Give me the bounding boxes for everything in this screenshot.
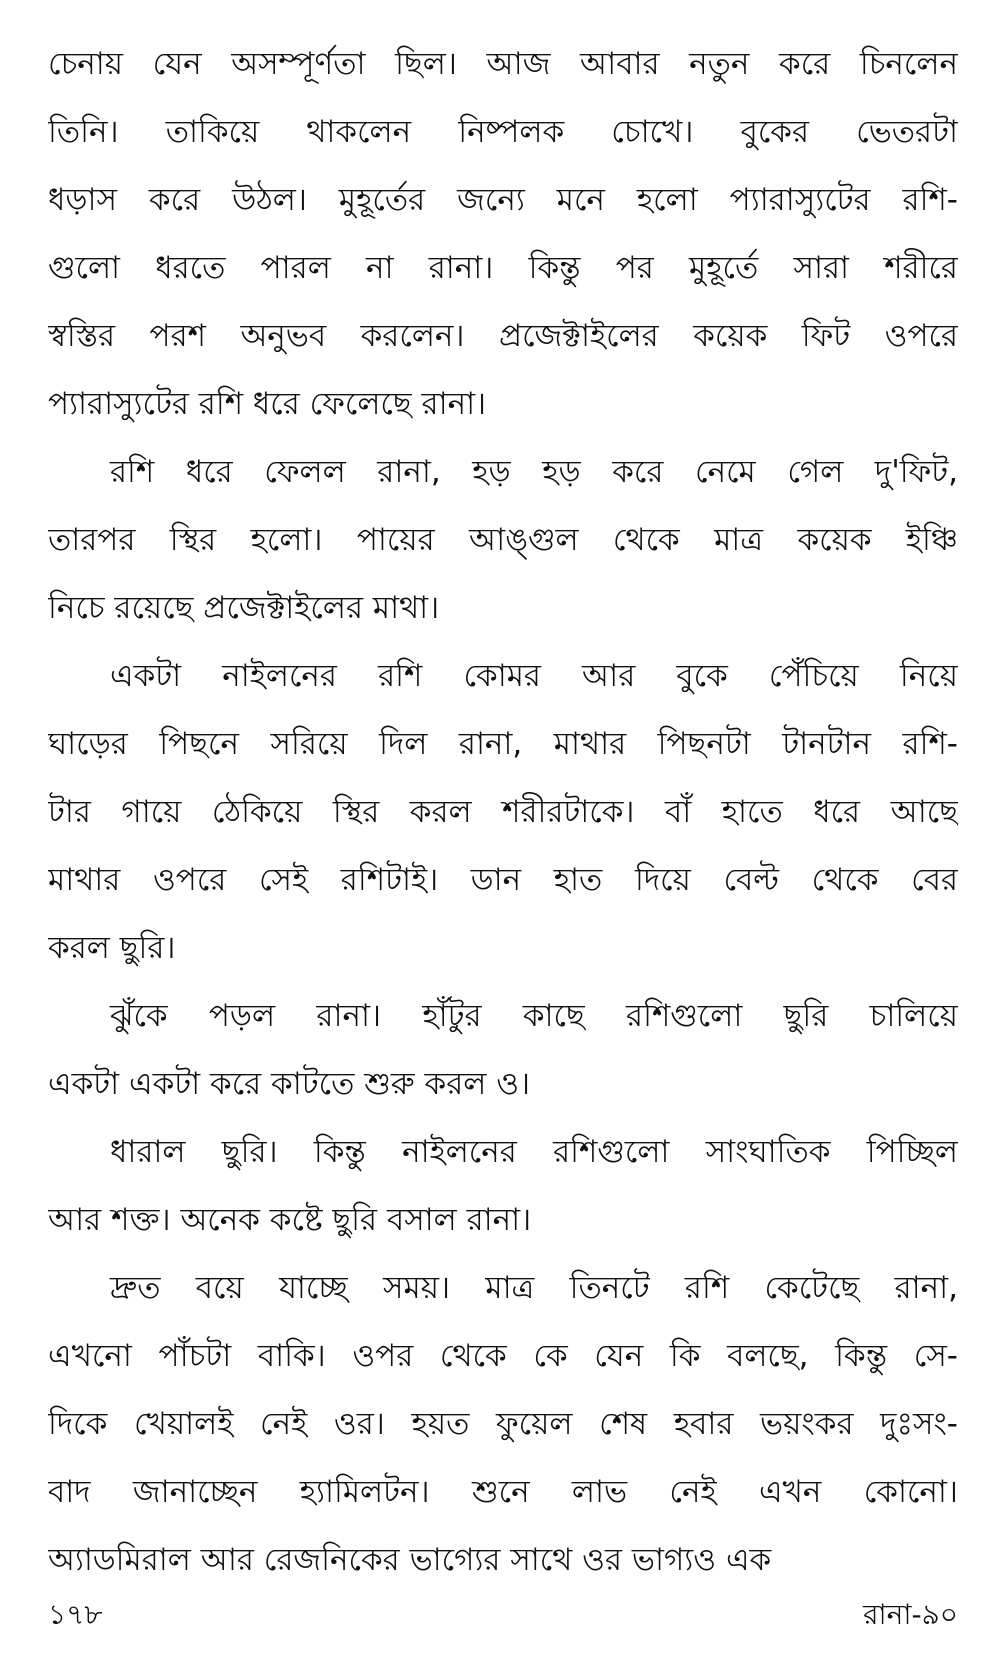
text-line: বাদ জানাচ্ছেন হ্যামিলটন। শুনে লাভ নেই এখন কোনো।	[48, 1474, 958, 1510]
text-line: ঝুঁকে পড়ল রানা। হাঁটুর কাছে রশিগুলো ছুরি চালিয়ে	[110, 998, 958, 1034]
text-line: মাথার ওপরে সেই রশিটাই। ডান হাত দিয়ে বেল্ট থেকে বের	[48, 862, 958, 898]
paragraph	[48, 438, 958, 642]
text-line: অ্যাডমিরাল আর রেজনিকের ভাগ্যের সাথে ওর ভাগ্যও এক	[48, 1542, 772, 1578]
text-line: গুলো ধরতে পারল না রানা। কিন্তু পর মুহূর্তে সারা শরীরে	[48, 250, 958, 286]
paragraph	[48, 1118, 958, 1254]
page-footer	[48, 1590, 958, 1640]
text-line: চেনায় যেন অসম্পূর্ণতা ছিল। আজ আবার নতুন করে চিনলেন	[48, 46, 958, 82]
text-line: দিকে খেয়ালই নেই ওর। হয়ত ফুয়েল শেষ হবার ভয়ংকর দুঃসং-	[48, 1406, 958, 1442]
text-line: প্যারাস্যুটের রশি ধরে ফেলেছে রানা।	[48, 386, 487, 422]
text-line: টার গায়ে ঠেকিয়ে স্থির করল শরীরটাকে। বাঁ হাতে ধরে আছে	[48, 794, 958, 830]
text-line: রশি ধরে ফেলল রানা, হড় হড় করে নেমে গেল দু'ফিট,	[110, 454, 958, 490]
text-line: আর শক্ত। অনেক কষ্টে ছুরি বসাল রানা।	[48, 1202, 532, 1238]
running-footer-title: রানা-৯০	[863, 1598, 958, 1631]
page-number: ১৭৮	[48, 1598, 103, 1631]
text-line: ধারাল ছুরি। কিন্তু নাইলনের রশিগুলো সাংঘাতিক পিচ্ছিল	[110, 1134, 958, 1170]
text-line: এখনো পাঁচটা বাকি। ওপর থেকে কে যেন কি বলছে, কিন্তু সে-	[48, 1338, 958, 1374]
text-line: ধড়াস করে উঠল। মুহূর্তের জন্যে মনে হলো প্যারাস্যুটের রশি-	[48, 182, 958, 218]
text-line: নিচে রয়েছে প্রজেক্টাইলের মাথা।	[48, 590, 440, 626]
paragraph	[48, 642, 958, 982]
text-line: করল ছুরি।	[48, 930, 176, 966]
text-line: একটা নাইলনের রশি কোমর আর বুকে পেঁচিয়ে নিয়ে	[110, 658, 958, 694]
text-line: দ্রুত বয়ে যাচ্ছে সময়। মাত্র তিনটে রশি কেটেছে রানা,	[110, 1270, 958, 1306]
text-line: ঘাড়ের পিছনে সরিয়ে দিল রানা, মাথার পিছনটা টানটান রশি-	[48, 726, 958, 762]
paragraph	[48, 1254, 958, 1594]
text-line: স্বস্তির পরশ অনুভব করলেন। প্রজেক্টাইলের কয়েক ফিট ওপরে	[48, 318, 958, 354]
text-line: তিনি। তাকিয়ে থাকলেন নিষ্পলক চোখে। বুকের ভেতরটা	[48, 114, 958, 150]
text-line: একটা একটা করে কাটতে শুরু করল ও।	[48, 1066, 531, 1102]
paragraph	[48, 982, 958, 1118]
paragraph	[48, 30, 958, 438]
text-line: তারপর স্থির হলো। পায়ের আঙ্গুল থেকে মাত্র কয়েক ইঞ্চি	[48, 522, 958, 558]
body-text	[48, 30, 958, 1594]
